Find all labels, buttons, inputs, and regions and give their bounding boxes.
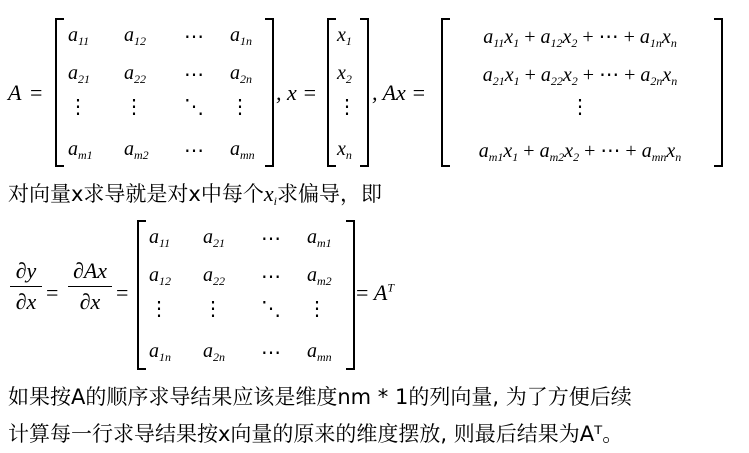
vector-x-entry: $x_1$ [337, 24, 352, 48]
matrix-A-entry: $a_{1n}$ [230, 24, 252, 48]
matrix-AT-entry: ⋯ [261, 266, 281, 288]
fraction-numerator: ∂y [15, 258, 37, 283]
matrix-AT-entry: $a_{12}$ [149, 264, 171, 288]
matrix-A-entry: ⋯ [184, 26, 204, 48]
vector-Ax-entry: ⋮ [570, 96, 590, 118]
matrix-A-entry: $a_{21}$ [68, 62, 90, 86]
matrix-AT-entry: $a_{22}$ [203, 264, 225, 288]
matrix-AT-entry: ⋮ [149, 298, 169, 320]
xi-symbol: $x_i$ [263, 181, 277, 208]
matrix-A-entry: $a_{11}$ [68, 24, 90, 48]
matrix-A-entry: $a_{m1}$ [68, 138, 93, 162]
matrix-A-entry: ⋮ [68, 96, 88, 118]
explanation-suffix: 求偏导，即 [276, 182, 382, 206]
matrix-AT-entry: ⋮ [203, 298, 223, 320]
comma-x-label: , x = [276, 80, 318, 105]
fraction-dy-dx [10, 258, 42, 315]
matrix-A-entry: ⋯ [184, 64, 204, 86]
fraction-denominator: ∂x [79, 289, 101, 314]
vector-Ax-entry: $a_{11}x_1 + a_{12}x_2$ + ⋯ + $a_{1n}x_n$ [483, 26, 677, 50]
vector-x-entry: $x_2$ [337, 62, 352, 86]
explanation-prefix: 对向量x求导就是对x中每个 [8, 182, 264, 206]
paragraph-line-2: 计算每一行求导结果按x向量的原来的维度摆放, 则最后结果为Aᵀ。 [8, 422, 624, 446]
matrix-AT-entry: $a_{11}$ [149, 226, 171, 250]
equals-sign-3: = [116, 280, 129, 305]
vector-Ax-entry: $a_{m1}x_1 + a_{m2}x_2$ + ⋯ + $a_{mn}x_n$ [478, 140, 682, 164]
equals-sign: = [30, 80, 43, 105]
matrix-AT-entry: ⋮ [307, 298, 327, 320]
matrix-A-entry: ⋮ [124, 96, 144, 118]
matrix-A-entry: $a_{22}$ [124, 62, 146, 86]
matrix-A-entry: $a_{mn}$ [230, 138, 255, 162]
matrix-AT-entry: $a_{2n}$ [203, 340, 225, 364]
matrix-A-entry: ⋯ [184, 140, 204, 162]
fraction-denominator: ∂x [15, 289, 37, 314]
fraction-numerator: ∂Ax [72, 258, 108, 283]
vector-Ax-entry: $a_{21}x_1 + a_{22}x_2$ + ⋯ + $a_{2n}x_n$ [482, 64, 678, 88]
matrix-AT-entry: ⋯ [261, 228, 281, 250]
matrix-AT-entry: $a_{21}$ [203, 226, 225, 250]
matrix-AT-entry: $a_{1n}$ [149, 340, 171, 364]
vector-x-entry: $x_n$ [337, 138, 352, 162]
explanation-line-1 [8, 178, 382, 209]
equals-sign-2: = [46, 280, 59, 305]
matrix-A-entry: $a_{12}$ [124, 24, 146, 48]
matrix-AT-entry: $a_{mn}$ [307, 340, 332, 364]
result-A-transpose: = $A^T$ [356, 280, 395, 305]
matrix-AT-entry: ⋱ [261, 298, 281, 320]
matrix-A-entry: ⋱ [184, 96, 204, 118]
matrix-A-entry: ⋮ [230, 96, 250, 118]
matrix-A-entry: $a_{2n}$ [230, 62, 252, 86]
paragraph-line-1: 如果按A的顺序求导结果应该是维度nm * 1的列向量, 为了方便后续 [8, 385, 632, 409]
symbol-A: A [8, 80, 22, 105]
matrix-A-entry: $a_{m2}$ [124, 138, 149, 162]
matrix-AT-entry: ⋯ [261, 342, 281, 364]
comma-Ax-label: , Ax = [372, 80, 427, 105]
fraction-dAx-dx [68, 258, 112, 315]
vector-x-entry: ⋮ [337, 96, 357, 118]
matrix-AT-entry: $a_{m1}$ [307, 226, 332, 250]
matrix-AT-entry: $a_{m2}$ [307, 264, 332, 288]
